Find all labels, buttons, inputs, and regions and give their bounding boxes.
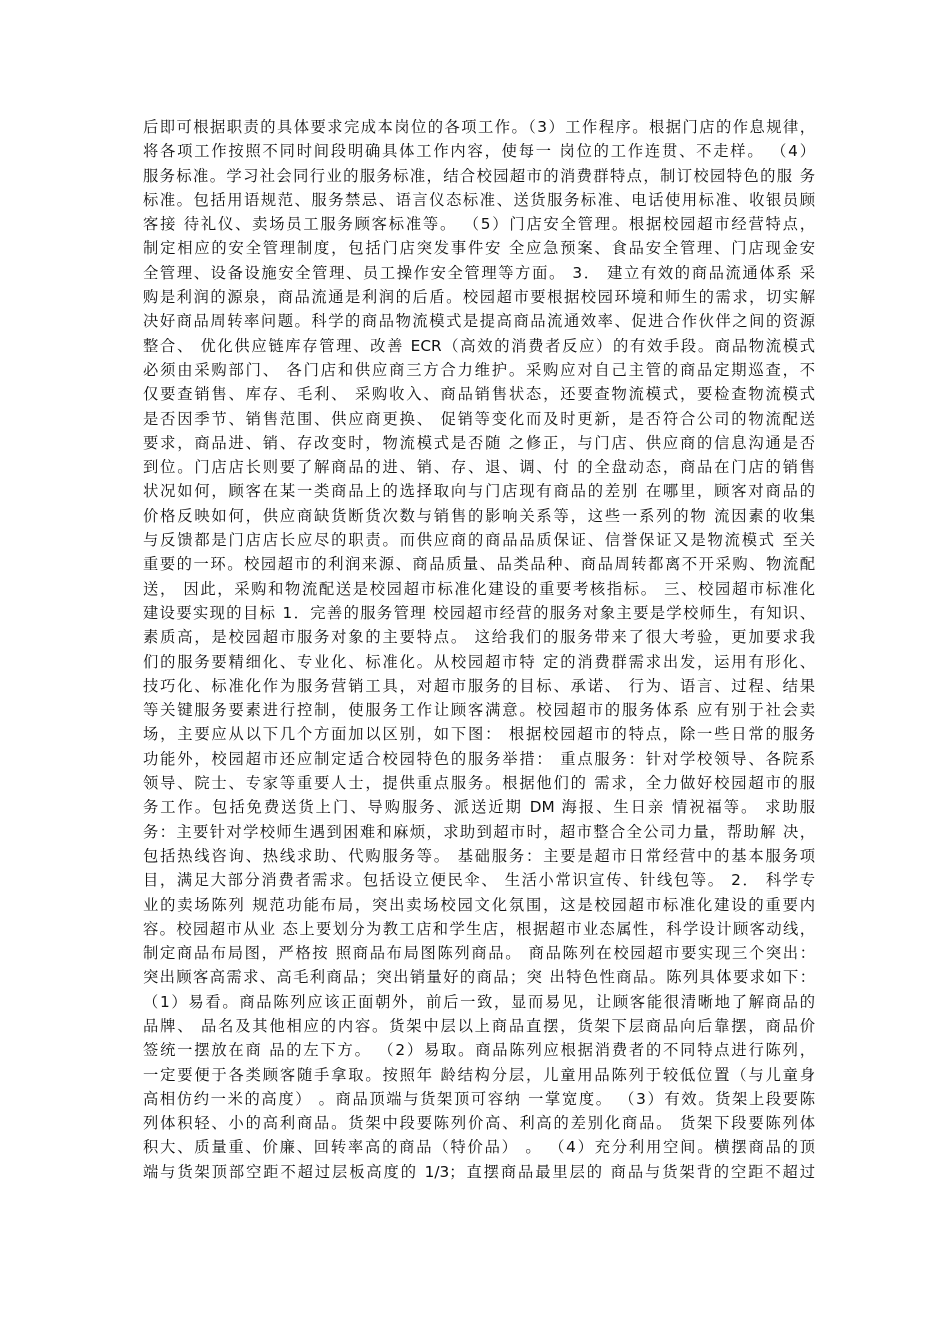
text-line: 制定商品布局图，严格按 照商品布局图陈列商品。 商品陈列在校园超市要实现三个突出： [143,944,815,963]
text-line: 们的服务要精细化、专业化、标准化。从校园超市特 定的消费群需求出发，运用有形化、 [143,652,815,671]
text-line: 必须由采购部门、 各门店和供应商三方合力维护。采购应对自己主管的商品定期巡查，不 [143,360,815,379]
text-line: 要求，商品进、销、存改变时，物流模式是否随 之修正，与门店、供应商的信息沟通是否 [143,433,815,452]
text-line: 高相仿约一米的高度） 。商品顶端与货架顶可容纳 一掌宽度。 （3）有效。货架上段要陈 [143,1089,815,1108]
text-line: 整合、 优化供应链库存管理、改善 ECR（高效的消费者反应）的有效手段。商品物流模式 [143,336,815,355]
text-line: 仅要查销售、库存、毛利、 采购收入、商品销售状态，还要查物流模式，要检查物流模式 [143,385,815,404]
text-line: 场，主要应从以下几个方面加以区别，如下图： 根据校园超市的特点，除一些日常的服务 [143,725,815,744]
text-line: 送， 因此，采购和物流配送是校园超市标准化建设的重要考核指标。 三、校园超市标准化 [143,579,815,598]
text-line: 素质高，是校园超市服务对象的主要特点。 这给我们的服务带来了很大考验，更加要求我 [143,628,815,647]
text-line: 状况如何，顾客在某一类商品上的选择取向与门店现有商品的差别 在哪里，顾客对商品的 [143,482,815,501]
text-line: 技巧化、标准化作为服务营销工具，对超市服务的目标、承诺、 行为、语言、过程、结果 [143,676,815,695]
text-line: 决好商品周转率问题。科学的商品物流模式是提高商品流通效率、促进合作伙伴之间的资源 [143,312,815,331]
text-line: 重要的一环。校园超市的利润来源、商品质量、品类品种、商品周转都离不开采购、物流配 [143,555,815,574]
text-line: 价格反映如何，供应商缺货断货次数与销售的影响关系等，这些一系列的物 流因素的收集 [143,506,815,525]
text-line: 品牌、 品名及其他相应的内容。货架中层以上商品直摆，货架下层商品向后靠摆，商品价 [143,1016,815,1035]
text-line: 与反馈都是门店店长应尽的职责。而供应商的商品品质保证、信誉保证又是物流模式 至关 [143,531,815,550]
text-line: 服务标准。学习社会同行业的服务标准，结合校园超市的消费群特点，制订校园特色的服 务 [143,166,815,185]
text-line: 端与货架顶部空距不超过层板高度的 1/3；直摆商品最里层的 商品与货架背的空距不超过 [143,1162,815,1181]
text-line: 包括热线咨询、热线求助、代购服务等。 基础服务：主要是超市日常经营中的基本服务项 [143,846,815,865]
text-line: 客接 待礼仪、卖场员工服务顾客标准等。 （5）门店安全管理。根据校园超市经营特点， [143,215,815,234]
text-line: 务工作。包括免费送货上门、导购服务、派送近期 DM 海报、生日亲 情祝福等。 求助服 [143,798,815,817]
text-line: 建设要实现的目标 1．完善的服务管理 校园超市经营的服务对象主要是学校师生，有知识、 [143,603,815,622]
text-line: 功能外，校园超市还应制定适合校园特色的服务举措： 重点服务：针对学校领导、各院系 [143,749,815,768]
text-line: 是否因季节、销售范围、供应商更换、 促销等变化而及时更新，是否符合公司的物流配送 [143,409,815,428]
text-line: 将各项工作按照不同时间段明确具体工作内容，使每一 岗位的工作连贯、不走样。 （4） [143,142,815,161]
text-line: 后即可根据职责的具体要求完成本岗位的各项工作。（3）工作程序。根据门店的作息规律， [143,118,815,136]
text-line: 列体积轻、小的高利商品。货架中段要陈列价高、利高的差别化商品。 货架下段要陈列体 [143,1114,815,1133]
text-line: 务：主要针对学校师生遇到困难和麻烦，求助到超市时，超市整合全公司力量，帮助解 决， [143,822,815,841]
text-line: （1）易看。商品陈列应该正面朝外，前后一致，显而易见，让顾客能很清晰地了解商品的 [143,992,815,1011]
text-line: 全管理、设备设施安全管理、员工操作安全管理等方面。 3． 建立有效的商品流通体系 采 [143,263,815,282]
text-line: 等关键服务要素进行控制，使服务工作让顾客满意。校园超市的服务体系 应有别于社会卖 [143,701,815,720]
text-line: 突出顾客高需求、高毛利商品；突出销量好的商品；突 出特色性商品。陈列具体要求如下： [143,968,815,987]
text-line: 容。校园超市从业 态上要划分为教工店和学生店，根据超市业态属性，科学设计顾客动线， [143,919,815,938]
text-line: 领导、院士、专家等重要人士，提供重点服务。根据他们的 需求，全力做好校园超市的服 [143,774,815,793]
text-line: 一定要便于各类顾客随手拿取。按照年 龄结构分层，儿童用品陈列于较低位置（与儿童身 [143,1065,815,1084]
text-line: 标准。包括用语规范、服务禁忌、语言仪态标准、送货服务标准、电话使用标准、收银员顾 [143,190,815,209]
text-line: 积大、质量重、价廉、回转率高的商品（特价品） 。 （4）充分利用空间。横摆商品的顶 [143,1138,815,1157]
text-line: 制定相应的安全管理制度，包括门店突发事件安 全应急预案、食品安全管理、门店现金安 [143,239,815,258]
body-text [143,115,815,1184]
text-line: 目，满足大部分消费者需求。包括设立便民伞、 生活小常识宣传、针线包等。 2． 科学专 [143,871,815,890]
text-line: 业的卖场陈列 规范功能布局，突出卖场校园文化氛围，这是校园超市标准化建设的重要内 [143,895,815,914]
text-line: 签统一摆放在商 品的左下方。 （2）易取。商品陈列应根据消费者的不同特点进行陈列， [143,1041,815,1060]
text-line: 购是利润的源泉，商品流通是利润的后盾。校园超市要根据校园环境和师生的需求，切实解 [143,288,815,307]
text-line: 到位。门店店长则要了解商品的进、销、存、退、调、付 的全盘动态，商品在门店的销售 [143,458,815,477]
